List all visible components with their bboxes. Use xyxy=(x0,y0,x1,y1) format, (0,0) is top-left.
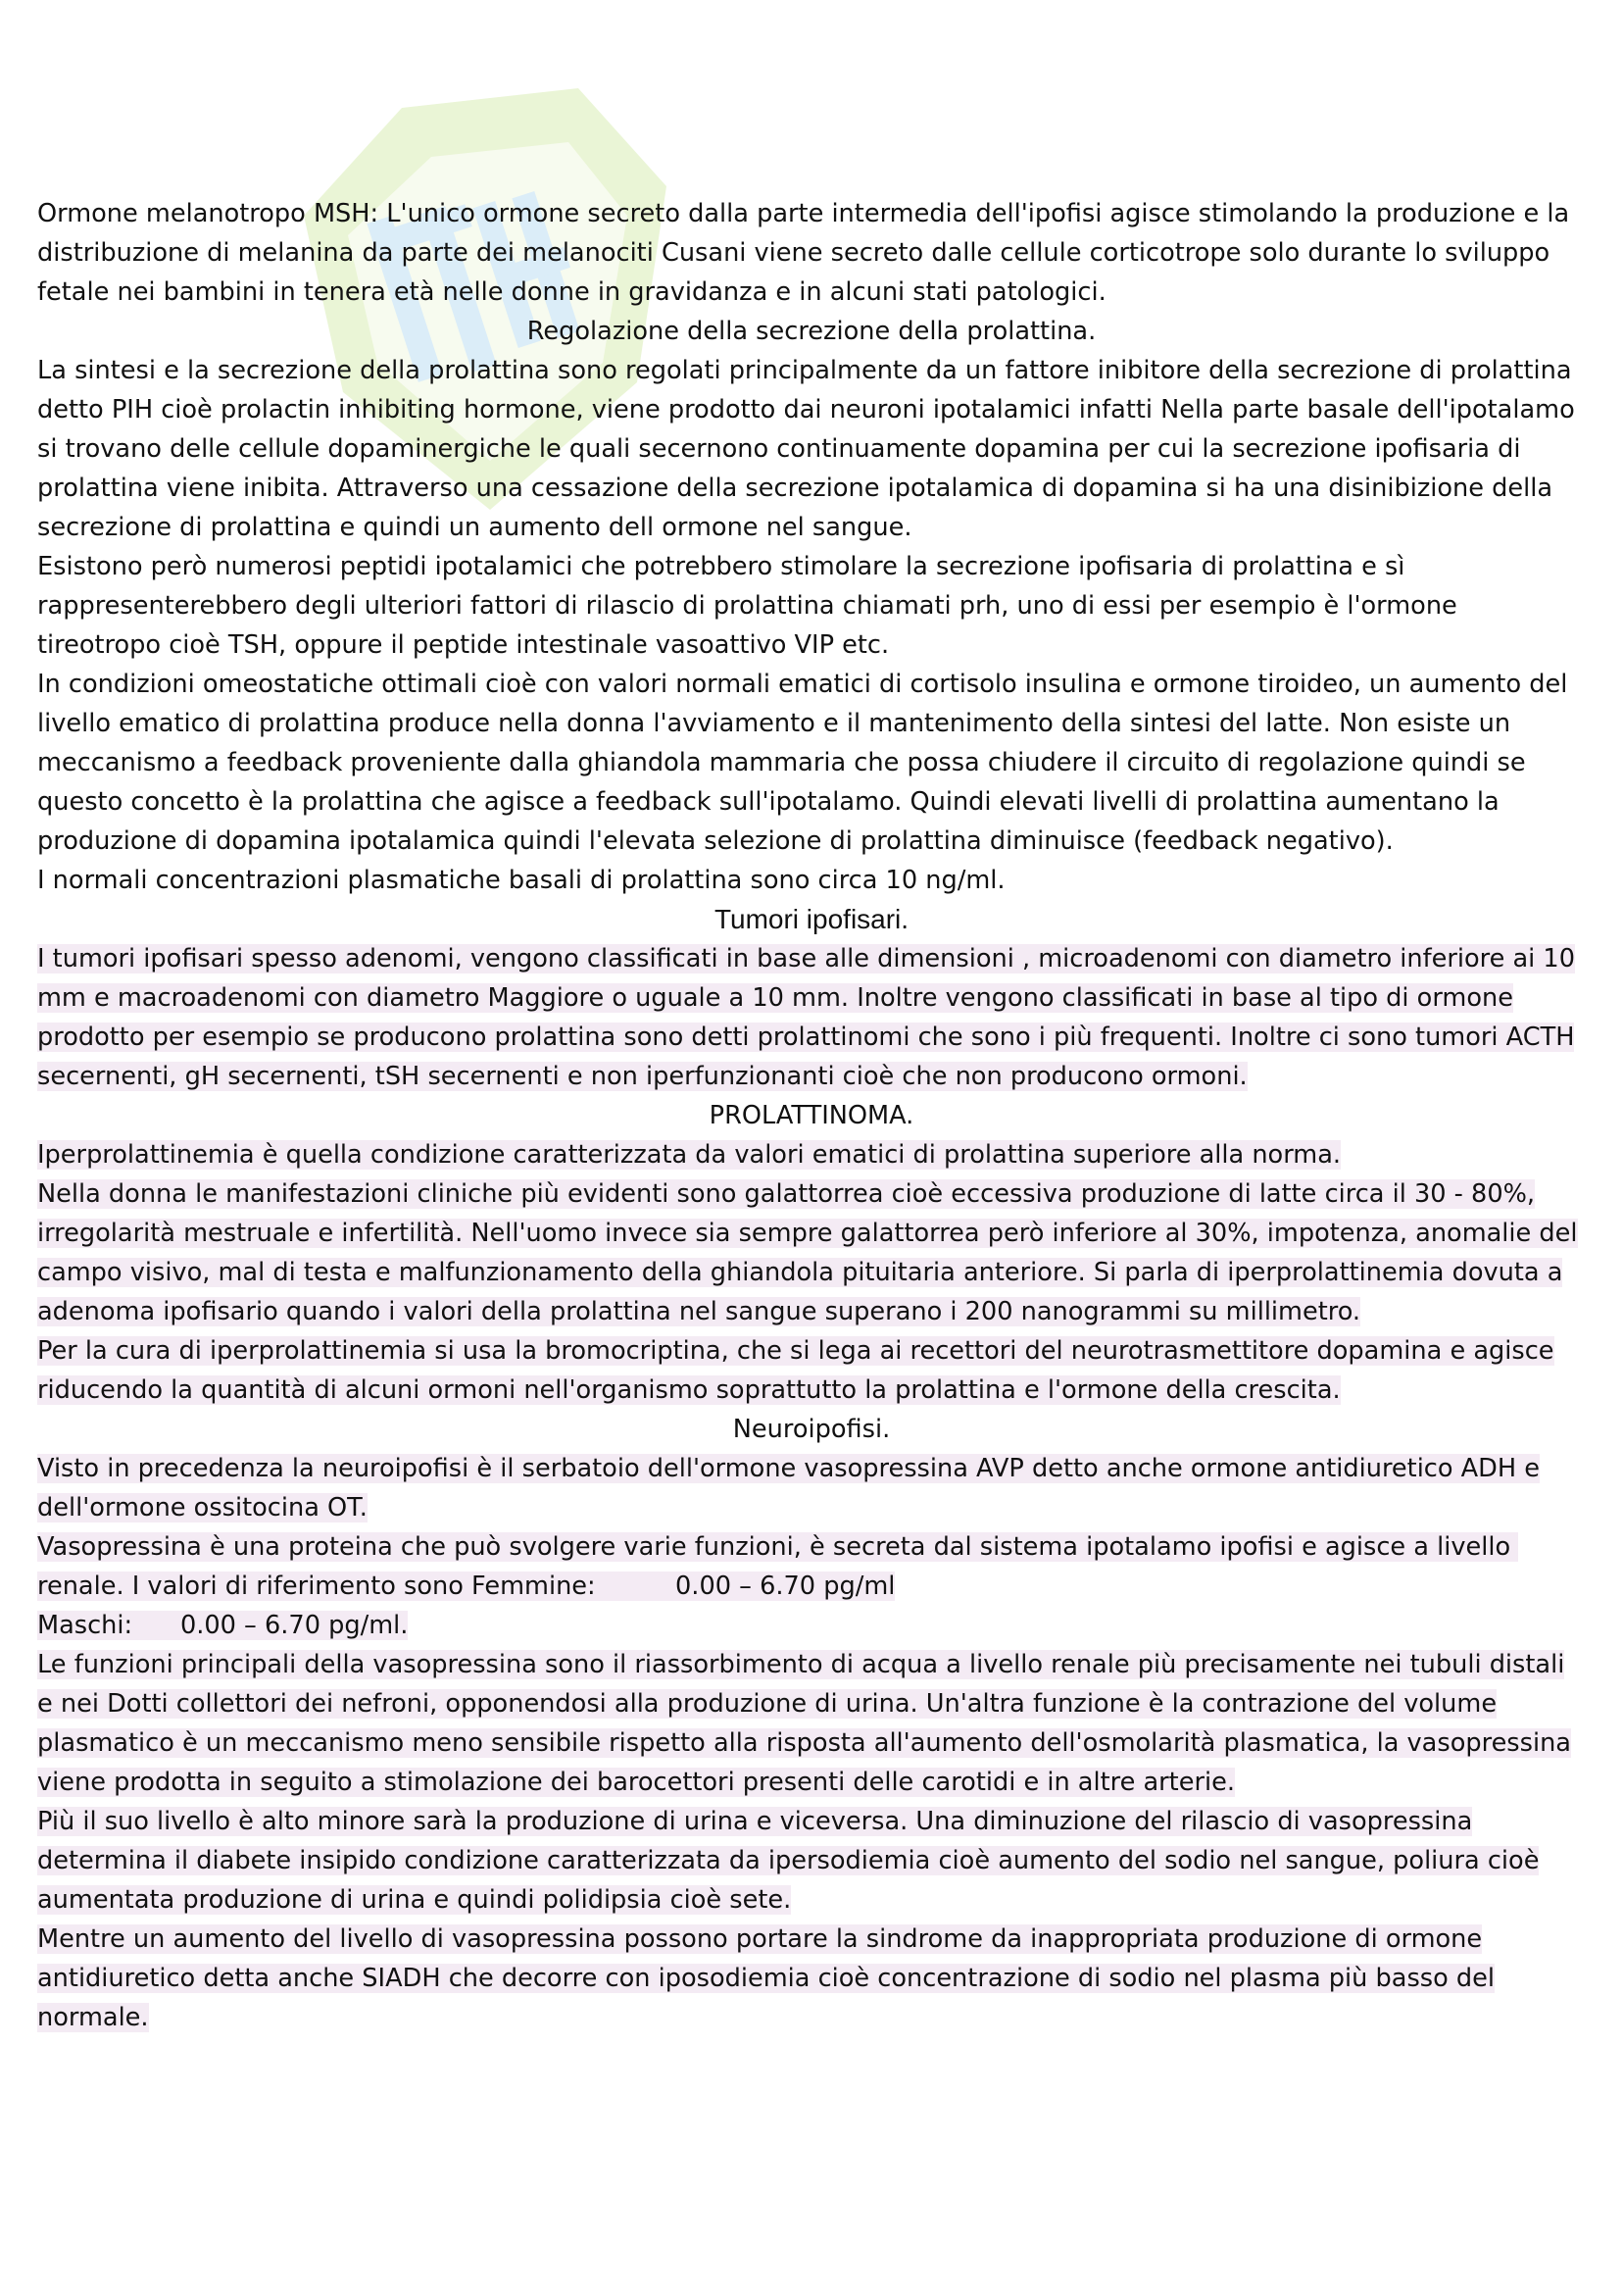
highlighted-text: Maschi: 0.00 – 6.70 pg/ml. xyxy=(37,1611,409,1640)
highlighted-text: Più il suo livello è alto minore sarà la produzione di urina e viceversa. Una diminuzione del rilascio di vasopressina determina il diabete insipido condizione caratterizzata da ipersodiemia cioè aumento del sodio nel sangue, poliura cioè aumentata produzione di urina e quindi polidipsia cioè sete. xyxy=(37,1807,1540,1915)
paragraph-concentrazioni-basali: I normali concentrazioni plasmatiche basali di prolattina sono circa 10 ng/ml. xyxy=(37,866,1006,895)
paragraph-peptidi-ipotalamici: Esistono però numerosi peptidi ipotalamici che potrebbero stimolare la secrezione ipofisaria di prolattina e sì rappresenterebbero degli ulteriori fattori di rilascio di prolattina chiamati prh, uno di essi per esempio è l'ormone tireotropo cioè TSH, oppure il peptide intestinale vasoattivo VIP etc. xyxy=(37,552,1457,660)
paragraph-manifestazioni-cliniche xyxy=(37,1174,1586,1331)
document-page xyxy=(37,194,1586,2037)
heading-regolazione-prolattina: Regolazione della secrezione della prolattina. xyxy=(526,317,1097,346)
highlighted-text: Mentre un aumento del livello di vasopressina possono portare la sindrome da inappropriata produzione di ormone antidiuretico detta anche SIADH che decorre con iposodiemia cioè concentrazione di sodio nel plasma più basso del normale. xyxy=(37,1924,1496,2032)
paragraph-funzioni-vasopressina xyxy=(37,1645,1586,1802)
highlighted-text: Iperprolattinemia è quella condizione caratterizzata da valori ematici di prolattina superiore alla norma. xyxy=(37,1140,1342,1170)
paragraph-msh: Ormone melanotropo MSH: L'unico ormone secreto dalla parte intermedia dell'ipofisi agisce stimolando la produzione e la distribuzione di melanina da parte dei melanociti Cusani viene secreto dalle cellule corticotrope solo durante lo sviluppo fetale nei bambini in tenera età nelle donne in gravidanza e in alcuni stati patologici. xyxy=(37,199,1570,307)
highlighted-text: Visto in precedenza la neuroipofisi è il serbatoio dell'ormone vasopressina AVP detto anche ormone antidiuretico ADH e dell'ormone ossitocina OT. xyxy=(37,1454,1541,1522)
paragraph-iperprolattinemia xyxy=(37,1135,1586,1174)
highlighted-text: Per la cura di iperprolattinemia si usa la bromocriptina, che si lega ai recettori del neurotrasmettitore dopamina e agisce riducendo la quantità di alcuni ormoni nell'organismo soprattutto la prolattina e l'ormone della crescita. xyxy=(37,1336,1554,1405)
paragraph-tumori-ipofisari xyxy=(37,939,1586,1096)
paragraph-neuroipofisi xyxy=(37,1449,1586,1527)
heading-neuroipofisi: Neuroipofisi. xyxy=(732,1415,891,1444)
paragraph-valori-maschi xyxy=(37,1606,1586,1645)
paragraph-condizioni-omeostatiche: In condizioni omeostatiche ottimali cioè con valori normali ematici di cortisolo insulina e ormone tiroideo, un aumento del livello ematico di prolattina produce nella donna l'avviamento e il mantenimento della sintesi del latte. Non esiste un meccanismo a feedback proveniente dalla ghiandola mammaria che possa chiudere il circuito di regolazione quindi se questo concetto è la prolattina che agisce a feedback sull'ipotalamo. Quindi elevati livelli di prolattina aumentano la produzione di dopamina ipotalamica quindi l'elevata selezione di prolattina diminuisce (feedback negativo). xyxy=(37,670,1568,856)
paragraph-sintesi-prolattina: La sintesi e la secrezione della prolattina sono regolati principalmente da un fattore inibitore della secrezione di prolattina detto PIH cioè prolactin inhibiting hormone, viene prodotto dai neuroni ipotalamici infatti Nella parte basale dell'ipotalamo si trovano delle cellule dopaminergiche le quali secernono continuamente dopamina per cui la secrezione ipofisaria di prolattina viene inibita. Attraverso una cessazione della secrezione ipotalamica di dopamina si ha una disinibizione della secrezione di prolattina e quindi un aumento dell ormone nel sangue. xyxy=(37,356,1575,542)
highlighted-text: Le funzioni principali della vasopressina sono il riassorbimento di acqua a livello renale più precisamente nei tubuli distali e nei Dotti collettori dei nefroni, opponendosi alla produzione di urina. Un'altra funzione è la contrazione del volume plasmatico è un meccanismo meno sensibile rispetto alla risposta all'aumento dell'osmolarità plasmatica, la vasopressina viene prodotta in seguito a stimolazione dei barocettori presenti delle carotidi e in altre arterie. xyxy=(37,1650,1571,1797)
heading-prolattinoma: PROLATTINOMA. xyxy=(709,1101,914,1130)
paragraph-diabete-insipido xyxy=(37,1802,1586,1920)
highlighted-text: Vasopressina è una proteina che può svolgere varie funzioni, è secreta dal sistema ipotalamo ipofisi e agisce a livello renale. I valori di riferimento sono Femmine: 0.00 – 6.70 pg/ml xyxy=(37,1532,1519,1601)
paragraph-cura-bromocriptina xyxy=(37,1331,1586,1410)
heading-tumori-ipofisari: Tumori ipofisari. xyxy=(713,904,910,934)
paragraph-siadh xyxy=(37,1920,1586,2037)
highlighted-text: Nella donna le manifestazioni cliniche più evidenti sono galattorrea cioè eccessiva produzione di latte circa il 30 - 80%, irregolarità mestruale e infertilità. Nell'uomo invece sia sempre galattorrea però inferiore al 30%, impotenza, anomalie del campo visivo, mal di testa e malfunzionamento della ghiandola pituitaria anteriore. Si parla di iperprolattinemia dovuta a adenoma ipofisario quando i valori della prolattina nel sangue superano i 200 nanogrammi su millimetro. xyxy=(37,1179,1578,1326)
paragraph-vasopressina xyxy=(37,1527,1586,1606)
highlighted-text: I tumori ipofisari spesso adenomi, vengono classificati in base alle dimensioni , microadenomi con diametro inferiore ai 10 mm e macroadenomi con diametro Maggiore o uguale a 10 mm. Inoltre vengono classificati in base al tipo di ormone prodotto per esempio se producono prolattina sono detti prolattinomi che sono i più frequenti. Inoltre ci sono tumori ACTH secernenti, gH secernenti, tSH secernenti e non iperfunzionanti cioè che non producono ormoni. xyxy=(37,944,1575,1091)
